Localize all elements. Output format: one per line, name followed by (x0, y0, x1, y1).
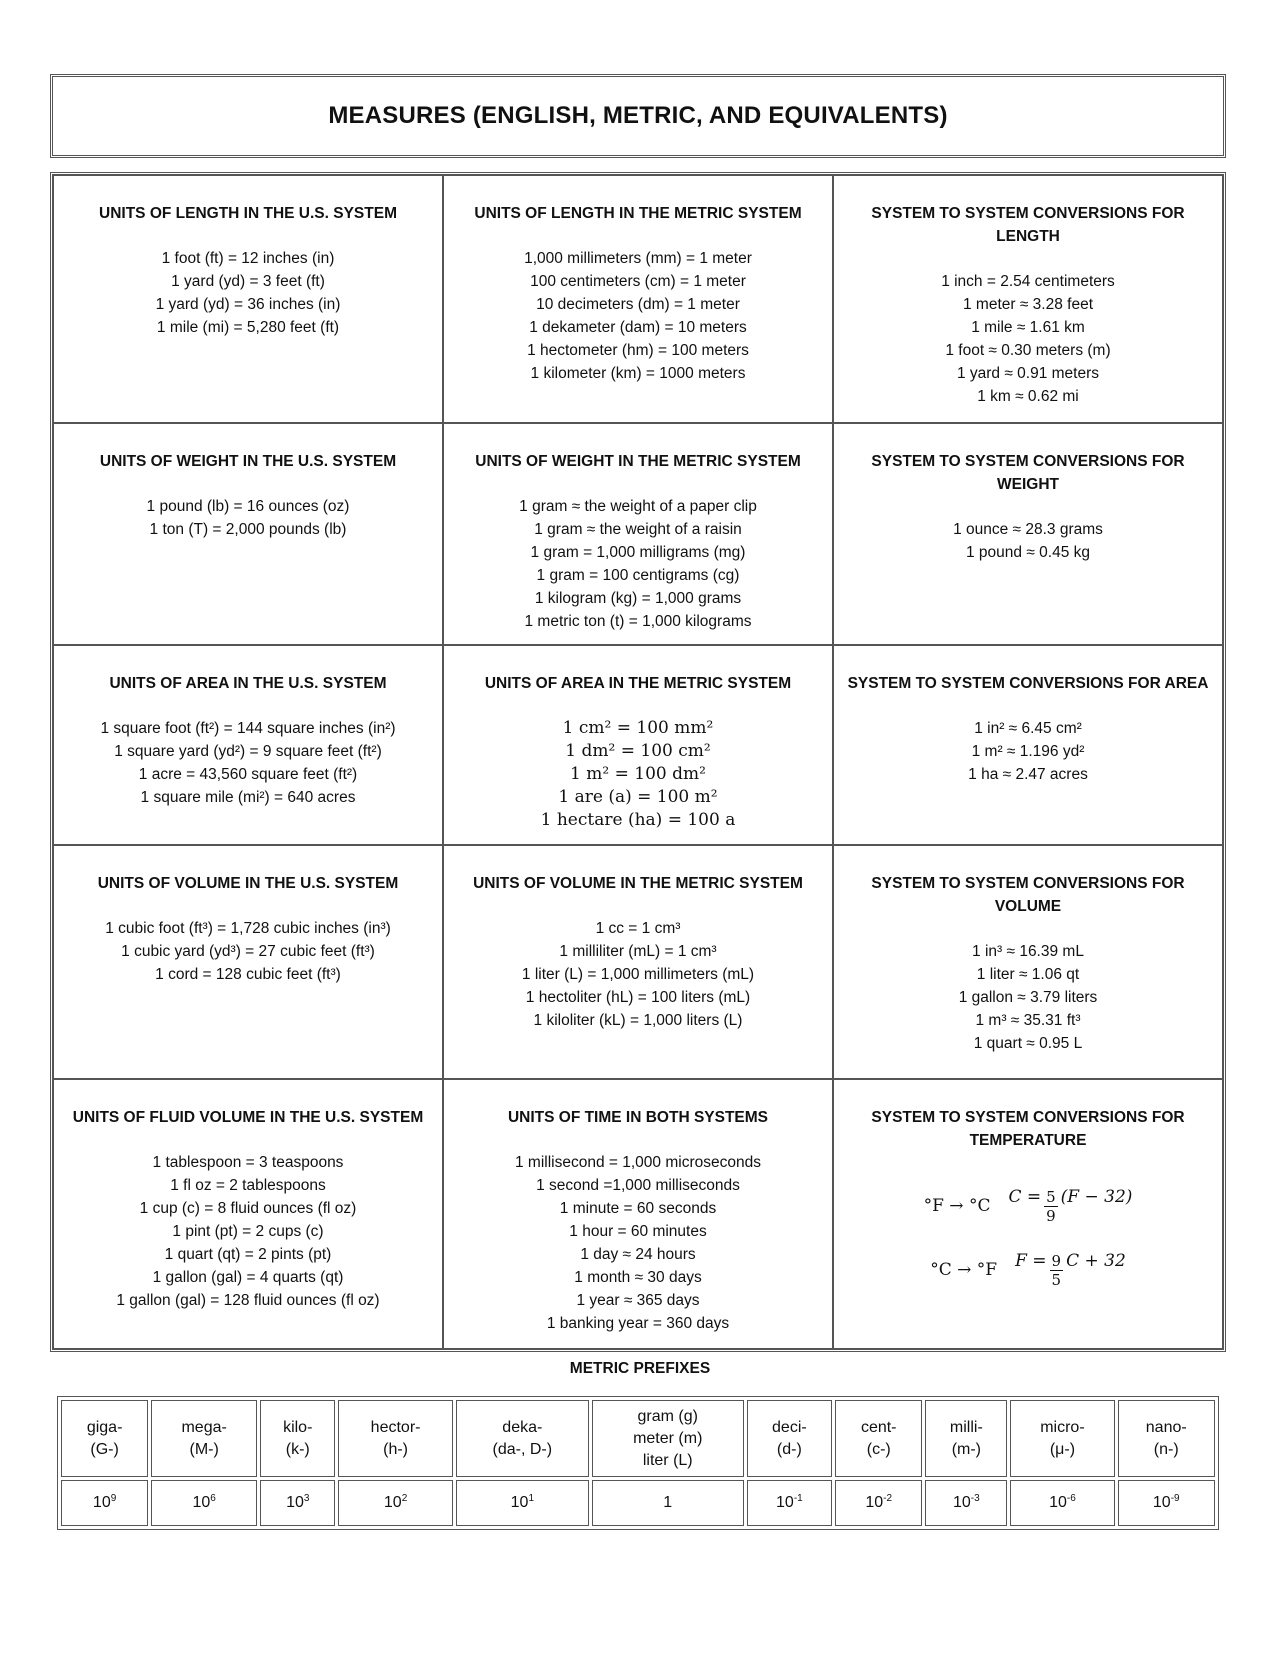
formula-lhs: F = (1015, 1251, 1047, 1271)
section-line: 1 hectoliter (hL) = 100 liters (mL) (525, 989, 751, 1006)
prefix-power-cell (338, 1480, 452, 1526)
prefix-symbol: (da-, D-) (492, 1440, 553, 1458)
formula-rhs: C + 32 (1066, 1251, 1126, 1271)
formula-fraction (1050, 1252, 1064, 1289)
section-lines (64, 495, 432, 541)
section-line: 1 kilometer (km) = 1000 meters (530, 365, 746, 382)
section-line: 1 m² ≈ 1.196 yd² (971, 743, 1085, 760)
formula-label: °F → °C (923, 1196, 991, 1216)
section-cell (833, 845, 1223, 1079)
section-line: 1 pound (lb) = 16 ounces (oz) (146, 498, 350, 515)
prefix-symbol: (G-) (90, 1440, 119, 1458)
section-line: 1 quart (qt) = 2 pints (pt) (164, 1246, 332, 1263)
power-exponent: -3 (970, 1493, 980, 1505)
section-line: 1 kiloliter (kL) = 1,000 liters (L) (533, 1012, 743, 1029)
section-line: 1 are (a) = 100 m² (558, 787, 718, 807)
section-lines (64, 917, 432, 986)
formula-fraction (1044, 1188, 1058, 1225)
section-line: 1 pound ≈ 0.45 kg (966, 544, 1090, 561)
section-line: 1 m³ ≈ 35.31 ft³ (975, 1012, 1081, 1029)
prefix-symbol: (m-) (951, 1440, 981, 1458)
prefix-power-cell (61, 1480, 148, 1526)
section-lines (64, 1151, 432, 1312)
prefix-symbol: (M-) (189, 1440, 219, 1458)
fraction-numerator: 9 (1051, 1252, 1062, 1270)
prefix-symbol: (h-) (383, 1440, 409, 1458)
fraction-numerator: 5 (1046, 1188, 1056, 1206)
section-line: 1 pint (pt) = 2 cups (c) (172, 1223, 324, 1240)
prefix-name: deci- (772, 1418, 807, 1436)
section-line: 1 gram ≈ the weight of a raisin (534, 521, 742, 538)
section-cell (443, 175, 833, 423)
section-lines (844, 717, 1212, 786)
section-line: 1 yard (yd) = 3 feet (ft) (171, 273, 325, 290)
prefix-name-cell (61, 1400, 148, 1477)
prefix-power-cell (592, 1480, 744, 1526)
formula-equation (1008, 1187, 1132, 1225)
prefix-name-cell (747, 1400, 833, 1477)
section-cell (833, 645, 1223, 845)
section-cell (53, 645, 443, 845)
prefix-power-cell (151, 1480, 257, 1526)
section-heading: UNITS OF LENGTH IN THE U.S. SYSTEM (99, 205, 397, 222)
section-line: 1 gallon (gal) = 128 fluid ounces (fl oz) (116, 1292, 380, 1309)
section-heading: UNITS OF LENGTH IN THE METRIC SYSTEM (474, 205, 802, 222)
formula-label: °C → °F (930, 1260, 998, 1280)
power-exponent: -6 (1066, 1493, 1076, 1505)
section-line: 1 gallon (gal) = 4 quarts (qt) (152, 1269, 344, 1286)
fraction-denominator: 5 (1051, 1271, 1062, 1289)
prefix-name-cell (151, 1400, 257, 1477)
section-heading: SYSTEM TO SYSTEM CONVERSIONS FOR AREA (847, 675, 1209, 692)
section-line: 1 hectare (ha) = 100 a (540, 810, 736, 830)
section-line: 1 cubic foot (ft³) = 1,728 cubic inches (in³) (105, 920, 391, 937)
section-lines (454, 495, 822, 633)
section-heading: UNITS OF FLUID VOLUME IN THE U.S. SYSTEM (72, 1109, 424, 1126)
power-base: 10 (1152, 1494, 1171, 1512)
section-line: 1 km ≈ 0.62 mi (977, 388, 1079, 405)
prefix-symbol: (k-) (285, 1440, 310, 1458)
section-cell (53, 1079, 443, 1349)
section-line: 1 inch = 2.54 centimeters (941, 273, 1115, 290)
section-line: 1 ounce ≈ 28.3 grams (953, 521, 1103, 538)
section-line: 1 hectometer (hm) = 100 meters (527, 342, 749, 359)
prefix-symbol: (d-) (776, 1440, 802, 1458)
section-line: 1 cm² = 100 mm² (562, 718, 714, 738)
section-line: 1 second =1,000 milliseconds (536, 1177, 740, 1194)
section-cell (53, 845, 443, 1079)
section-lines (454, 717, 822, 832)
prefix-name-cell (1010, 1400, 1114, 1477)
section-line: 1 tablespoon = 3 teaspoons (152, 1154, 344, 1171)
prefix-symbol: (c-) (866, 1440, 891, 1458)
section-line: 10 decimeters (dm) = 1 meter (536, 296, 740, 313)
prefix-symbol: (μ-) (1049, 1440, 1076, 1458)
prefix-name: giga- (86, 1418, 123, 1436)
section-line: 1 ha ≈ 2.47 acres (968, 766, 1088, 783)
prefix-power-cell (1118, 1480, 1216, 1526)
section-line: 1 milliliter (mL) = 1 cm³ (559, 943, 717, 960)
prefix-name: milli- (949, 1418, 983, 1436)
section-line: 1 cord = 128 cubic feet (ft³) (155, 966, 341, 983)
metric-prefix-table (57, 1396, 1219, 1530)
section-heading: UNITS OF AREA IN THE METRIC SYSTEM (484, 675, 792, 692)
section-lines (64, 717, 432, 809)
prefix-power-cell (260, 1480, 335, 1526)
section-line: 1 yard (yd) = 36 inches (in) (155, 296, 341, 313)
formula-lhs: C = (1008, 1187, 1042, 1207)
prefix-table-title: METRIC PREFIXES (569, 1360, 711, 1377)
power-exponent: 9 (110, 1493, 117, 1505)
section-lines (454, 917, 822, 1032)
section-cell (443, 423, 833, 645)
section-line: 1 fl oz = 2 tablespoons (170, 1177, 326, 1194)
section-cell (833, 423, 1223, 645)
section-line: 1 in² ≈ 6.45 cm² (974, 720, 1082, 737)
prefix-name: deka- (502, 1418, 543, 1436)
section-lines (844, 270, 1212, 408)
formula-rhs: (F − 32) (1060, 1187, 1133, 1207)
section-cell (443, 645, 833, 845)
section-heading: UNITS OF AREA IN THE U.S. SYSTEM (109, 675, 387, 692)
section-line: 1 square mile (mi²) = 640 acres (140, 789, 356, 806)
section-cell (53, 175, 443, 423)
prefix-name-cell (835, 1400, 922, 1477)
section-line: 1 cc = 1 cm³ (595, 920, 681, 937)
fraction-denominator: 9 (1046, 1207, 1056, 1225)
section-line: 1 mile ≈ 1.61 km (971, 319, 1085, 336)
section-line: 1 year ≈ 365 days (576, 1292, 700, 1309)
section-line: 1 in³ ≈ 16.39 mL (972, 943, 1084, 960)
power-base: 10 (92, 1494, 111, 1512)
section-lines (844, 518, 1212, 564)
section-line: 1 acre = 43,560 square feet (ft²) (138, 766, 358, 783)
section-line: 1 banking year = 360 days (546, 1315, 730, 1332)
section-line: 1,000 millimeters (mm) = 1 meter (524, 250, 752, 267)
power-exponent: -9 (1170, 1493, 1180, 1505)
power-base: 10 (286, 1494, 304, 1512)
prefix-name: hector- (370, 1418, 421, 1436)
section-line: 100 centimeters (cm) = 1 meter (530, 273, 746, 290)
power-exponent: -1 (793, 1493, 803, 1505)
power-base: 10 (510, 1494, 529, 1512)
prefix-power-cell (747, 1480, 833, 1526)
section-line: 1 ton (T) = 2,000 pounds (lb) (149, 521, 347, 538)
prefix-power-cell (456, 1480, 589, 1526)
section-heading: UNITS OF VOLUME IN THE METRIC SYSTEM (473, 875, 803, 892)
section-line: 1 cubic yard (yd³) = 27 cubic feet (ft³) (121, 943, 375, 960)
section-line: 1 dm² = 100 cm² (565, 741, 711, 761)
section-line: 1 foot ≈ 0.30 meters (m) (945, 342, 1111, 359)
prefix-name-cell (338, 1400, 452, 1477)
section-line: 1 day ≈ 24 hours (580, 1246, 696, 1263)
section-line: 1 liter (L) = 1,000 millimeters (mL) (521, 966, 755, 983)
section-line: 1 gram = 1,000 milligrams (mg) (530, 544, 746, 561)
prefix-power-cell (1010, 1480, 1114, 1526)
section-line: 1 square foot (ft²) = 144 square inches (in²) (100, 720, 396, 737)
section-lines (454, 1151, 822, 1335)
section-line: 1 gram = 100 centigrams (cg) (536, 567, 740, 584)
power-base: 10 (192, 1494, 211, 1512)
prefix-name: nano- (1145, 1418, 1187, 1436)
section-lines (64, 247, 432, 339)
section-line: 1 minute = 60 seconds (559, 1200, 717, 1217)
section-heading: SYSTEM TO SYSTEM CONVERSIONS FOR TEMPERATURE (871, 1109, 1185, 1149)
section-line: 1 foot (ft) = 12 inches (in) (161, 250, 335, 267)
power-exponent: 2 (401, 1493, 408, 1505)
prefix-name-cell (592, 1400, 744, 1477)
prefix-name: micro- (1040, 1418, 1085, 1436)
section-line: 1 m² = 100 dm² (570, 764, 706, 784)
section-heading: SYSTEM TO SYSTEM CONVERSIONS FOR WEIGHT (871, 453, 1185, 493)
power-exponent: 3 (303, 1493, 310, 1505)
section-line: 1 cup (c) = 8 fluid ounces (fl oz) (139, 1200, 357, 1217)
section-heading: UNITS OF WEIGHT IN THE U.S. SYSTEM (99, 453, 397, 470)
section-line: 1 quart ≈ 0.95 L (973, 1035, 1083, 1052)
power-exponent: 1 (528, 1493, 534, 1505)
section-cell (53, 423, 443, 645)
section-heading: UNITS OF WEIGHT IN THE METRIC SYSTEM (475, 453, 801, 470)
prefix-name-cell (925, 1400, 1007, 1477)
section-heading: UNITS OF VOLUME IN THE U.S. SYSTEM (97, 875, 399, 892)
power-exponent: -2 (883, 1493, 893, 1505)
section-line: 1 kilogram (kg) = 1,000 grams (534, 590, 742, 607)
prefix-symbol: meter (m) (633, 1429, 703, 1447)
section-heading: SYSTEM TO SYSTEM CONVERSIONS FOR LENGTH (871, 205, 1185, 245)
section-cell (833, 175, 1223, 423)
section-line: 1 millisecond = 1,000 microseconds (515, 1154, 761, 1171)
section-line: 1 yard ≈ 0.91 meters (956, 365, 1100, 382)
prefix-name: cent- (860, 1418, 897, 1436)
section-line: 1 liter ≈ 1.06 qt (976, 966, 1080, 983)
prefix-name-row (61, 1400, 1215, 1477)
power-base: 10 (952, 1494, 971, 1512)
section-line: 1 dekameter (dam) = 10 meters (529, 319, 747, 336)
power-base: 1 (663, 1494, 673, 1512)
section-cell (833, 1079, 1223, 1349)
section-heading: SYSTEM TO SYSTEM CONVERSIONS FOR VOLUME (871, 875, 1185, 915)
formula-equation (1015, 1251, 1126, 1289)
title-box (50, 74, 1226, 158)
prefix-name: gram (g) (637, 1407, 698, 1425)
prefix-power-row (61, 1480, 1215, 1526)
section-line: 1 hour = 60 minutes (569, 1223, 707, 1240)
section-line: 1 month ≈ 30 days (574, 1269, 702, 1286)
prefix-power-cell (925, 1480, 1007, 1526)
prefix-power-cell (835, 1480, 922, 1526)
section-line: 1 metric ton (t) = 1,000 kilograms (524, 613, 752, 630)
prefix-name-cell (260, 1400, 335, 1477)
section-line: 1 mile (mi) = 5,280 feet (ft) (156, 319, 340, 336)
prefix-name-cell (456, 1400, 589, 1477)
power-base: 10 (865, 1494, 884, 1512)
prefix-symbol: (n-) (1153, 1440, 1179, 1458)
section-line: 1 gallon ≈ 3.79 liters (958, 989, 1098, 1006)
section-lines (454, 247, 822, 385)
measures-grid (50, 172, 1226, 1352)
power-base: 10 (1049, 1494, 1067, 1512)
section-heading: UNITS OF TIME IN BOTH SYSTEMS (507, 1109, 769, 1126)
prefix-name: mega- (181, 1418, 227, 1436)
temperature-formula (844, 1238, 1212, 1302)
prefix-extra: liter (L) (642, 1451, 693, 1469)
section-cell (443, 1079, 833, 1349)
section-line: 1 gram ≈ the weight of a paper clip (519, 498, 757, 515)
section-cell (443, 845, 833, 1079)
temperature-formula (844, 1174, 1212, 1238)
power-exponent: 6 (210, 1493, 216, 1505)
prefix-name-cell (1118, 1400, 1216, 1477)
power-base: 10 (383, 1494, 402, 1512)
power-base: 10 (776, 1494, 794, 1512)
prefix-name: kilo- (283, 1418, 313, 1436)
page-title: MEASURES (ENGLISH, METRIC, AND EQUIVALENTS) (328, 102, 948, 129)
section-lines (844, 940, 1212, 1055)
section-line: 1 meter ≈ 3.28 feet (963, 296, 1093, 313)
section-line: 1 square yard (yd²) = 9 square feet (ft²) (114, 743, 382, 760)
